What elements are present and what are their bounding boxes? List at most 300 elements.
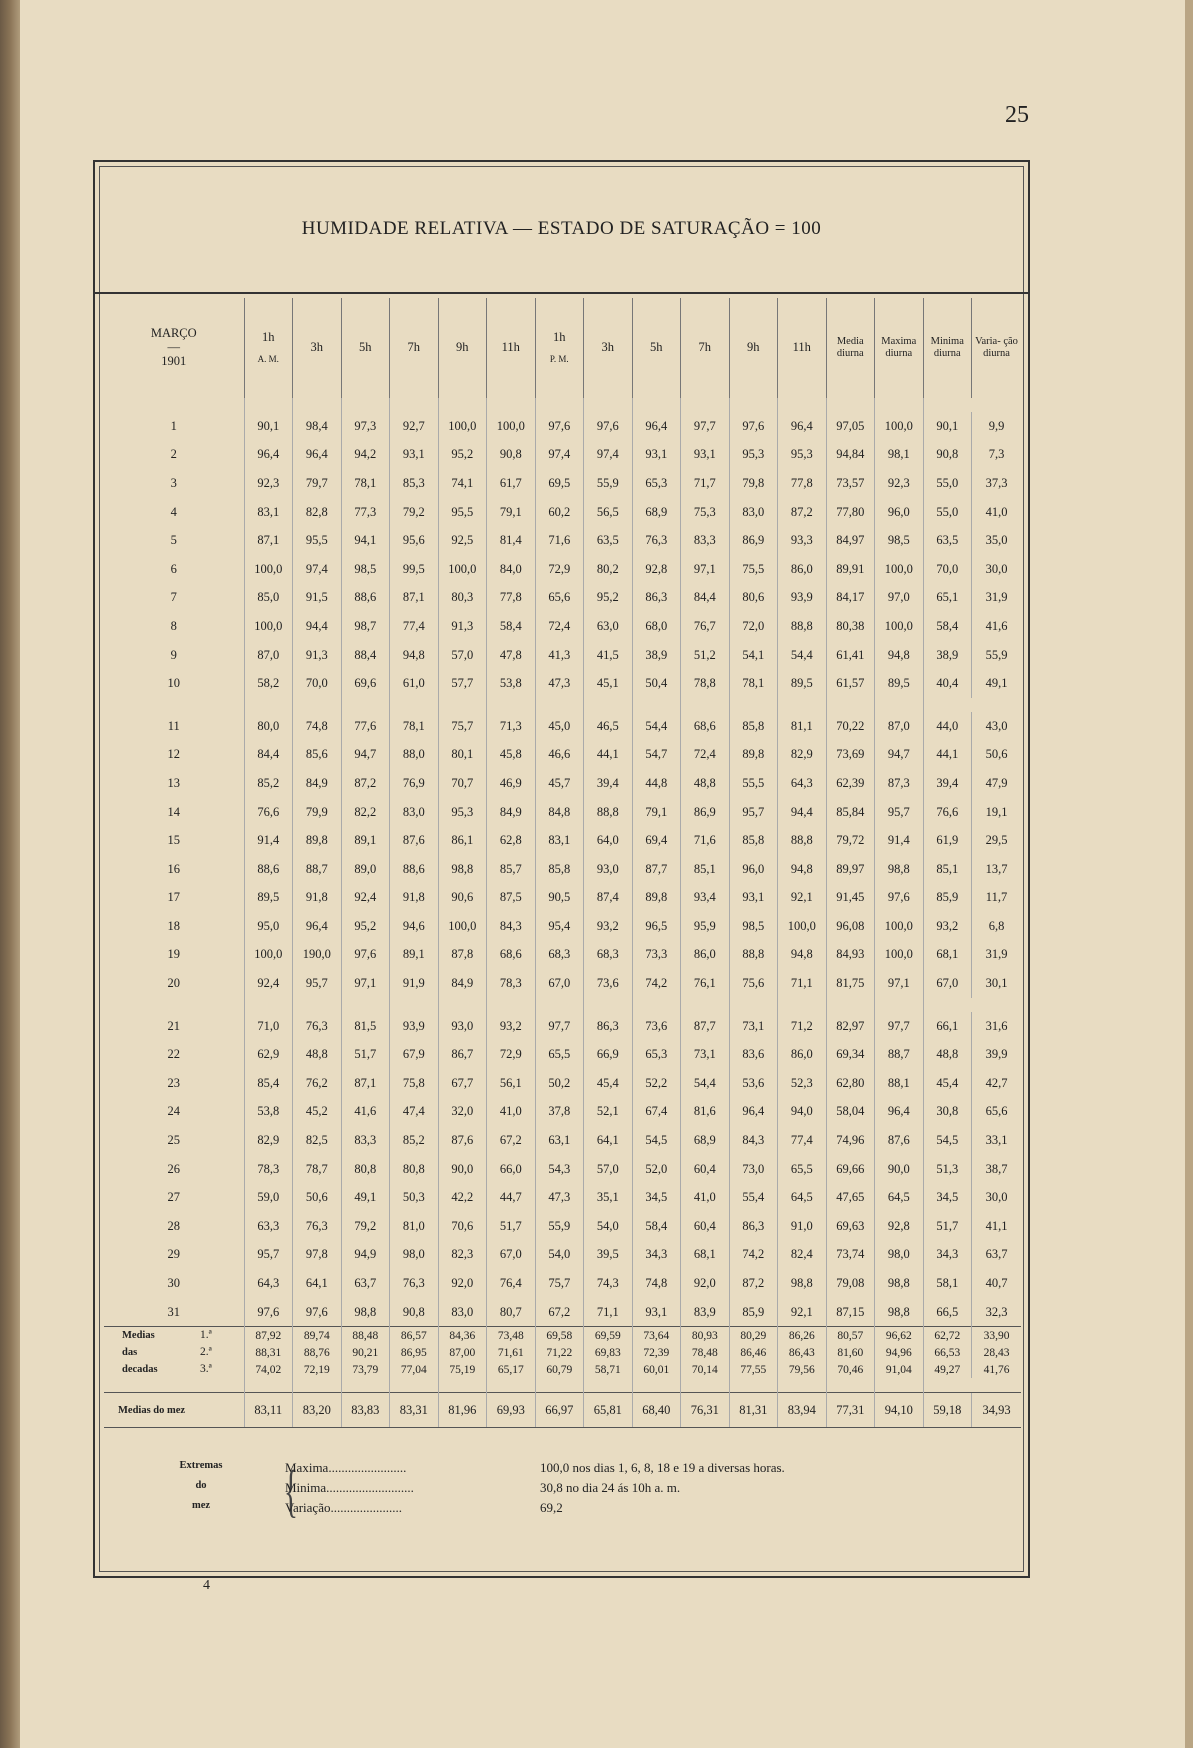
hour-label: 7h (698, 340, 711, 355)
decada-label (104, 1344, 244, 1361)
value-cell: 100,0 (487, 412, 536, 441)
value-cell: 80,29 (729, 1327, 778, 1345)
value-cell: 64,3 (778, 769, 827, 798)
value-cell: 48,8 (293, 1040, 342, 1069)
hour-label: 1h (553, 330, 566, 345)
value-cell: 91,8 (390, 884, 439, 913)
value-cell: 84,4 (244, 741, 293, 770)
value-cell: 93,2 (584, 912, 633, 941)
gap-cell (104, 998, 244, 1012)
row-gap (104, 698, 1021, 712)
value-cell: 55,0 (923, 469, 972, 498)
value-cell: 45,8 (487, 741, 536, 770)
value-cell: 97,0 (875, 584, 924, 613)
value-cell: 65,3 (632, 469, 681, 498)
value-cell: 86,26 (778, 1327, 827, 1345)
value-cell: 88,48 (341, 1327, 390, 1345)
day-number: 11 (167, 718, 180, 733)
value-cell: 41,6 (341, 1098, 390, 1127)
value-cell: 100,0 (244, 555, 293, 584)
value-cell: 85,9 (729, 1298, 778, 1327)
value-cell: 50,6 (972, 741, 1022, 770)
value-cell: 76,2 (293, 1069, 342, 1098)
value-cell: 38,9 (923, 641, 972, 670)
value-cell: 84,9 (438, 969, 487, 998)
value-cell: 97,6 (729, 412, 778, 441)
value-cell: 84,8 (535, 798, 584, 827)
day-number: 17 (167, 890, 180, 905)
value-cell: 13,7 (972, 855, 1022, 884)
value-cell: 38,9 (632, 641, 681, 670)
gap-cell (632, 1378, 681, 1393)
value-cell: 79,1 (632, 798, 681, 827)
value-cell: 68,3 (535, 941, 584, 970)
value-cell: 90,5 (535, 884, 584, 913)
value-cell: 64,3 (244, 1269, 293, 1298)
value-cell: 84,9 (487, 798, 536, 827)
value-cell: 85,8 (729, 826, 778, 855)
value-cell: 63,1 (535, 1126, 584, 1155)
value-cell: 51,7 (341, 1040, 390, 1069)
value-cell: 50,3 (390, 1183, 439, 1212)
gap-cell (632, 998, 681, 1012)
value-cell: 96,08 (826, 912, 875, 941)
value-cell: 75,8 (390, 1069, 439, 1098)
value-cell: 72,0 (729, 612, 778, 641)
day-number: 23 (167, 1075, 180, 1090)
hour-header-1pm (535, 298, 584, 398)
value-cell: 93,2 (487, 1012, 536, 1041)
value-cell: 94,10 (875, 1393, 924, 1428)
value-cell: 89,97 (826, 855, 875, 884)
value-cell: 96,5 (632, 912, 681, 941)
day-number: 2 (170, 447, 177, 462)
day-number: 9 (170, 647, 177, 662)
value-cell: 28,43 (972, 1344, 1022, 1361)
month-label: MARÇO (150, 326, 197, 341)
day-row (104, 1241, 1021, 1270)
day-row (104, 1212, 1021, 1241)
value-cell: 90,0 (875, 1155, 924, 1184)
value-cell: 50,6 (293, 1183, 342, 1212)
value-cell: 95,5 (293, 526, 342, 555)
value-cell: 97,1 (341, 969, 390, 998)
gap-cell (681, 398, 730, 412)
hour-header-7pm (681, 298, 730, 398)
gap-cell (244, 998, 293, 1012)
hour-header-9am (438, 298, 487, 398)
value-cell: 69,6 (341, 669, 390, 698)
value-cell: 37,3 (972, 469, 1022, 498)
value-cell: 87,92 (244, 1327, 293, 1345)
value-cell: 78,1 (341, 469, 390, 498)
value-cell: 94,4 (293, 612, 342, 641)
gap-cell (438, 1378, 487, 1393)
value-cell: 48,8 (923, 1040, 972, 1069)
day-number: 21 (167, 1018, 180, 1033)
day-number: 3 (170, 475, 177, 490)
value-cell: 68,1 (681, 1241, 730, 1270)
gap-cell (632, 398, 681, 412)
value-cell: 80,7 (487, 1298, 536, 1327)
value-cell: 45,2 (293, 1098, 342, 1127)
value-cell: 75,19 (438, 1361, 487, 1378)
gap-cell (875, 398, 924, 412)
value-cell: 50,4 (632, 669, 681, 698)
day-number: 13 (167, 775, 180, 790)
value-cell: 73,1 (729, 1012, 778, 1041)
value-cell: 51,7 (487, 1212, 536, 1241)
value-cell: 91,4 (244, 826, 293, 855)
value-cell: 94,4 (778, 798, 827, 827)
gap-cell (104, 698, 244, 712)
value-cell: 56,1 (487, 1069, 536, 1098)
value-cell: 94,8 (390, 641, 439, 670)
value-cell: 30,1 (972, 969, 1022, 998)
value-cell: 80,8 (390, 1155, 439, 1184)
value-cell: 80,2 (584, 555, 633, 584)
value-cell: 75,6 (729, 969, 778, 998)
value-cell: 39,9 (972, 1040, 1022, 1069)
value-cell: 73,74 (826, 1241, 875, 1270)
value-cell: 39,4 (584, 769, 633, 798)
gap-cell (584, 698, 633, 712)
value-cell: 97,4 (584, 441, 633, 470)
value-cell: 94,8 (778, 941, 827, 970)
value-cell: 59,0 (244, 1183, 293, 1212)
hour-label: 9h (747, 340, 760, 355)
value-cell: 45,4 (584, 1069, 633, 1098)
gap-cell (729, 698, 778, 712)
value-cell: 29,5 (972, 826, 1022, 855)
value-cell: 88,8 (778, 612, 827, 641)
value-cell: 30,0 (972, 1183, 1022, 1212)
day-number: 16 (167, 861, 180, 876)
value-cell: 88,4 (341, 641, 390, 670)
value-cell: 97,4 (293, 555, 342, 584)
value-cell: 63,7 (341, 1269, 390, 1298)
value-cell: 93,2 (923, 912, 972, 941)
value-cell: 89,1 (341, 826, 390, 855)
value-cell: 91,9 (390, 969, 439, 998)
gap-cell (487, 998, 536, 1012)
value-cell: 87,6 (875, 1126, 924, 1155)
value-cell: 98,5 (729, 912, 778, 941)
day-number: 20 (167, 976, 180, 991)
value-cell: 41,0 (972, 498, 1022, 527)
gap-cell (826, 698, 875, 712)
value-cell: 93,3 (778, 526, 827, 555)
day-number: 30 (167, 1276, 180, 1291)
value-cell: 70,0 (923, 555, 972, 584)
value-cell: 92,5 (438, 526, 487, 555)
day-number: 5 (170, 533, 177, 548)
value-cell: 85,3 (390, 469, 439, 498)
decada-ordinal: 2.ª (200, 1346, 212, 1359)
value-cell: 85,8 (729, 712, 778, 741)
value-cell: 82,9 (244, 1126, 293, 1155)
value-cell: 92,0 (681, 1269, 730, 1298)
value-cell: 63,7 (972, 1241, 1022, 1270)
decada-row (104, 1344, 1021, 1361)
value-cell: 83,1 (244, 498, 293, 527)
value-cell: 41,6 (972, 612, 1022, 641)
value-cell: 65,1 (923, 584, 972, 613)
value-cell: 78,8 (681, 669, 730, 698)
day-row (104, 1155, 1021, 1184)
value-cell: 64,5 (875, 1183, 924, 1212)
value-cell: 73,64 (632, 1327, 681, 1345)
gap-cell (341, 998, 390, 1012)
value-cell: 71,2 (778, 1012, 827, 1041)
value-cell: 96,4 (778, 412, 827, 441)
value-cell: 56,5 (584, 498, 633, 527)
value-cell: 58,4 (632, 1212, 681, 1241)
value-cell: 74,02 (244, 1361, 293, 1378)
value-cell: 62,8 (487, 826, 536, 855)
value-cell: 94,2 (341, 441, 390, 470)
value-cell: 57,7 (438, 669, 487, 698)
value-cell: 88,8 (778, 826, 827, 855)
gap-cell (535, 998, 584, 1012)
value-cell: 83,20 (293, 1393, 342, 1428)
day-row (104, 641, 1021, 670)
value-cell: 97,05 (826, 412, 875, 441)
value-cell: 71,7 (681, 469, 730, 498)
value-cell: 92,0 (438, 1269, 487, 1298)
value-cell: 50,2 (535, 1069, 584, 1098)
value-cell: 63,0 (584, 612, 633, 641)
value-cell: 68,6 (487, 941, 536, 970)
hour-label: 9h (456, 340, 469, 355)
value-cell: 72,39 (632, 1344, 681, 1361)
value-cell: 60,79 (535, 1361, 584, 1378)
value-cell: 84,9 (293, 769, 342, 798)
value-cell: 88,31 (244, 1344, 293, 1361)
day-row (104, 969, 1021, 998)
value-cell: 75,7 (535, 1269, 584, 1298)
value-cell: 42,7 (972, 1069, 1022, 1098)
value-cell: 66,1 (923, 1012, 972, 1041)
value-cell: 57,0 (584, 1155, 633, 1184)
day-row (104, 1040, 1021, 1069)
value-cell: 99,5 (390, 555, 439, 584)
value-cell: 63,5 (923, 526, 972, 555)
value-cell: 69,63 (826, 1212, 875, 1241)
value-cell: 34,3 (632, 1241, 681, 1270)
value-cell: 91,3 (293, 641, 342, 670)
value-cell: 77,3 (341, 498, 390, 527)
value-cell: 55,9 (584, 469, 633, 498)
value-cell: 90,21 (341, 1344, 390, 1361)
value-cell: 51,7 (923, 1212, 972, 1241)
value-cell: 92,3 (244, 469, 293, 498)
value-cell: 47,9 (972, 769, 1022, 798)
day-number: 15 (167, 833, 180, 848)
value-cell: 42,2 (438, 1183, 487, 1212)
day-row (104, 555, 1021, 584)
value-cell: 94,1 (341, 526, 390, 555)
value-cell: 76,1 (681, 969, 730, 998)
value-cell: 82,2 (341, 798, 390, 827)
value-cell: 79,2 (341, 1212, 390, 1241)
value-cell: 95,3 (438, 798, 487, 827)
day-number: 4 (170, 504, 177, 519)
value-cell: 100,0 (438, 555, 487, 584)
value-cell: 49,27 (923, 1361, 972, 1378)
day-number: 28 (167, 1218, 180, 1233)
value-cell: 71,6 (681, 826, 730, 855)
value-cell: 58,2 (244, 669, 293, 698)
value-cell: 84,36 (438, 1327, 487, 1345)
value-cell: 74,8 (293, 712, 342, 741)
value-cell: 48,8 (681, 769, 730, 798)
row-gap (104, 998, 1021, 1012)
value-cell: 97,8 (293, 1241, 342, 1270)
value-cell: 31,6 (972, 1012, 1022, 1041)
day-number: 29 (167, 1247, 180, 1262)
value-cell: 47,8 (487, 641, 536, 670)
value-cell: 40,4 (923, 669, 972, 698)
value-cell: 87,8 (438, 941, 487, 970)
day-row (104, 912, 1021, 941)
value-cell: 69,58 (535, 1327, 584, 1345)
value-cell: 97,1 (875, 969, 924, 998)
value-cell: 83,3 (681, 526, 730, 555)
value-cell: 88,7 (875, 1040, 924, 1069)
value-cell: 85,4 (244, 1069, 293, 1098)
value-cell: 54,1 (729, 641, 778, 670)
value-cell: 19,1 (972, 798, 1022, 827)
gap-cell (535, 698, 584, 712)
value-cell: 92,1 (778, 1298, 827, 1327)
day-number: 12 (167, 747, 180, 762)
value-cell: 70,22 (826, 712, 875, 741)
value-cell: 91,8 (293, 884, 342, 913)
value-cell: 54,4 (778, 641, 827, 670)
value-cell: 53,8 (487, 669, 536, 698)
value-cell: 65,17 (487, 1361, 536, 1378)
value-cell: 51,2 (681, 641, 730, 670)
day-row (104, 469, 1021, 498)
value-cell: 41,0 (487, 1098, 536, 1127)
value-cell: 90,8 (923, 441, 972, 470)
month-dash: — (167, 340, 180, 355)
value-cell: 80,0 (244, 712, 293, 741)
value-cell: 78,3 (487, 969, 536, 998)
media-header: Media diurna (826, 298, 875, 398)
gap-cell (826, 398, 875, 412)
hour-label: 3h (310, 340, 323, 355)
value-cell: 65,5 (778, 1155, 827, 1184)
value-cell: 97,3 (341, 412, 390, 441)
gap-cell (729, 398, 778, 412)
gap-cell (341, 698, 390, 712)
value-cell: 93,0 (584, 855, 633, 884)
value-cell: 75,3 (681, 498, 730, 527)
value-cell: 9,9 (972, 412, 1022, 441)
day-number: 8 (170, 618, 177, 633)
gap-cell (390, 698, 439, 712)
value-cell: 44,1 (923, 741, 972, 770)
value-cell: 94,7 (875, 741, 924, 770)
value-cell: 90,6 (438, 884, 487, 913)
value-cell: 52,2 (632, 1069, 681, 1098)
value-cell: 54,0 (535, 1241, 584, 1270)
value-cell: 69,34 (826, 1040, 875, 1069)
gap-cell (390, 398, 439, 412)
extremas-name: Maxima........................ (285, 1460, 407, 1475)
value-cell: 70,0 (293, 669, 342, 698)
value-cell: 72,9 (487, 1040, 536, 1069)
value-cell: 31,9 (972, 941, 1022, 970)
value-cell: 87,15 (826, 1298, 875, 1327)
value-cell: 62,80 (826, 1069, 875, 1098)
value-cell: 98,8 (438, 855, 487, 884)
value-cell: 44,8 (632, 769, 681, 798)
gap-cell (438, 998, 487, 1012)
maxima-header: Maxima diurna (875, 298, 924, 398)
value-cell: 81,60 (826, 1344, 875, 1361)
gap-cell (826, 998, 875, 1012)
value-cell: 84,4 (681, 584, 730, 613)
value-cell: 87,7 (681, 1012, 730, 1041)
value-cell: 63,5 (584, 526, 633, 555)
value-cell: 86,46 (729, 1344, 778, 1361)
value-cell: 34,5 (632, 1183, 681, 1212)
value-cell: 82,3 (438, 1241, 487, 1270)
hour-label: 3h (601, 340, 614, 355)
value-cell: 83,31 (390, 1393, 439, 1428)
gap-cell (923, 1378, 972, 1393)
value-cell: 77,6 (341, 712, 390, 741)
hour-header-3pm (584, 298, 633, 398)
value-cell: 79,7 (293, 469, 342, 498)
value-cell: 61,57 (826, 669, 875, 698)
value-cell: 85,1 (923, 855, 972, 884)
gap-cell (584, 398, 633, 412)
gap-cell (778, 998, 827, 1012)
value-cell: 86,95 (390, 1344, 439, 1361)
day-row (104, 712, 1021, 741)
value-cell: 54,0 (584, 1212, 633, 1241)
value-cell: 74,2 (729, 1241, 778, 1270)
value-cell: 35,0 (972, 526, 1022, 555)
value-cell: 88,8 (729, 941, 778, 970)
value-cell: 81,6 (681, 1098, 730, 1127)
extremas-name: Minima........................... (285, 1480, 414, 1495)
extremas-label-1: Extremas (179, 1460, 223, 1471)
value-cell: 70,46 (826, 1361, 875, 1378)
row-gap (104, 1378, 1021, 1393)
value-cell: 96,4 (632, 412, 681, 441)
value-cell: 65,81 (584, 1393, 633, 1428)
value-cell: 73,6 (584, 969, 633, 998)
day-row (104, 741, 1021, 770)
day-number: 14 (167, 804, 180, 819)
table-title: HUMIDADE RELATIVA — ESTADO DE SATURAÇÃO = 100 (301, 218, 822, 239)
value-cell: 76,3 (293, 1012, 342, 1041)
value-cell: 65,3 (632, 1040, 681, 1069)
value-cell: 73,69 (826, 741, 875, 770)
value-cell: 89,8 (632, 884, 681, 913)
value-cell: 73,48 (487, 1327, 536, 1345)
gap-cell (681, 698, 730, 712)
value-cell: 100,0 (244, 941, 293, 970)
value-cell: 81,31 (729, 1393, 778, 1428)
value-cell: 73,0 (729, 1155, 778, 1184)
value-cell: 30,0 (972, 555, 1022, 584)
